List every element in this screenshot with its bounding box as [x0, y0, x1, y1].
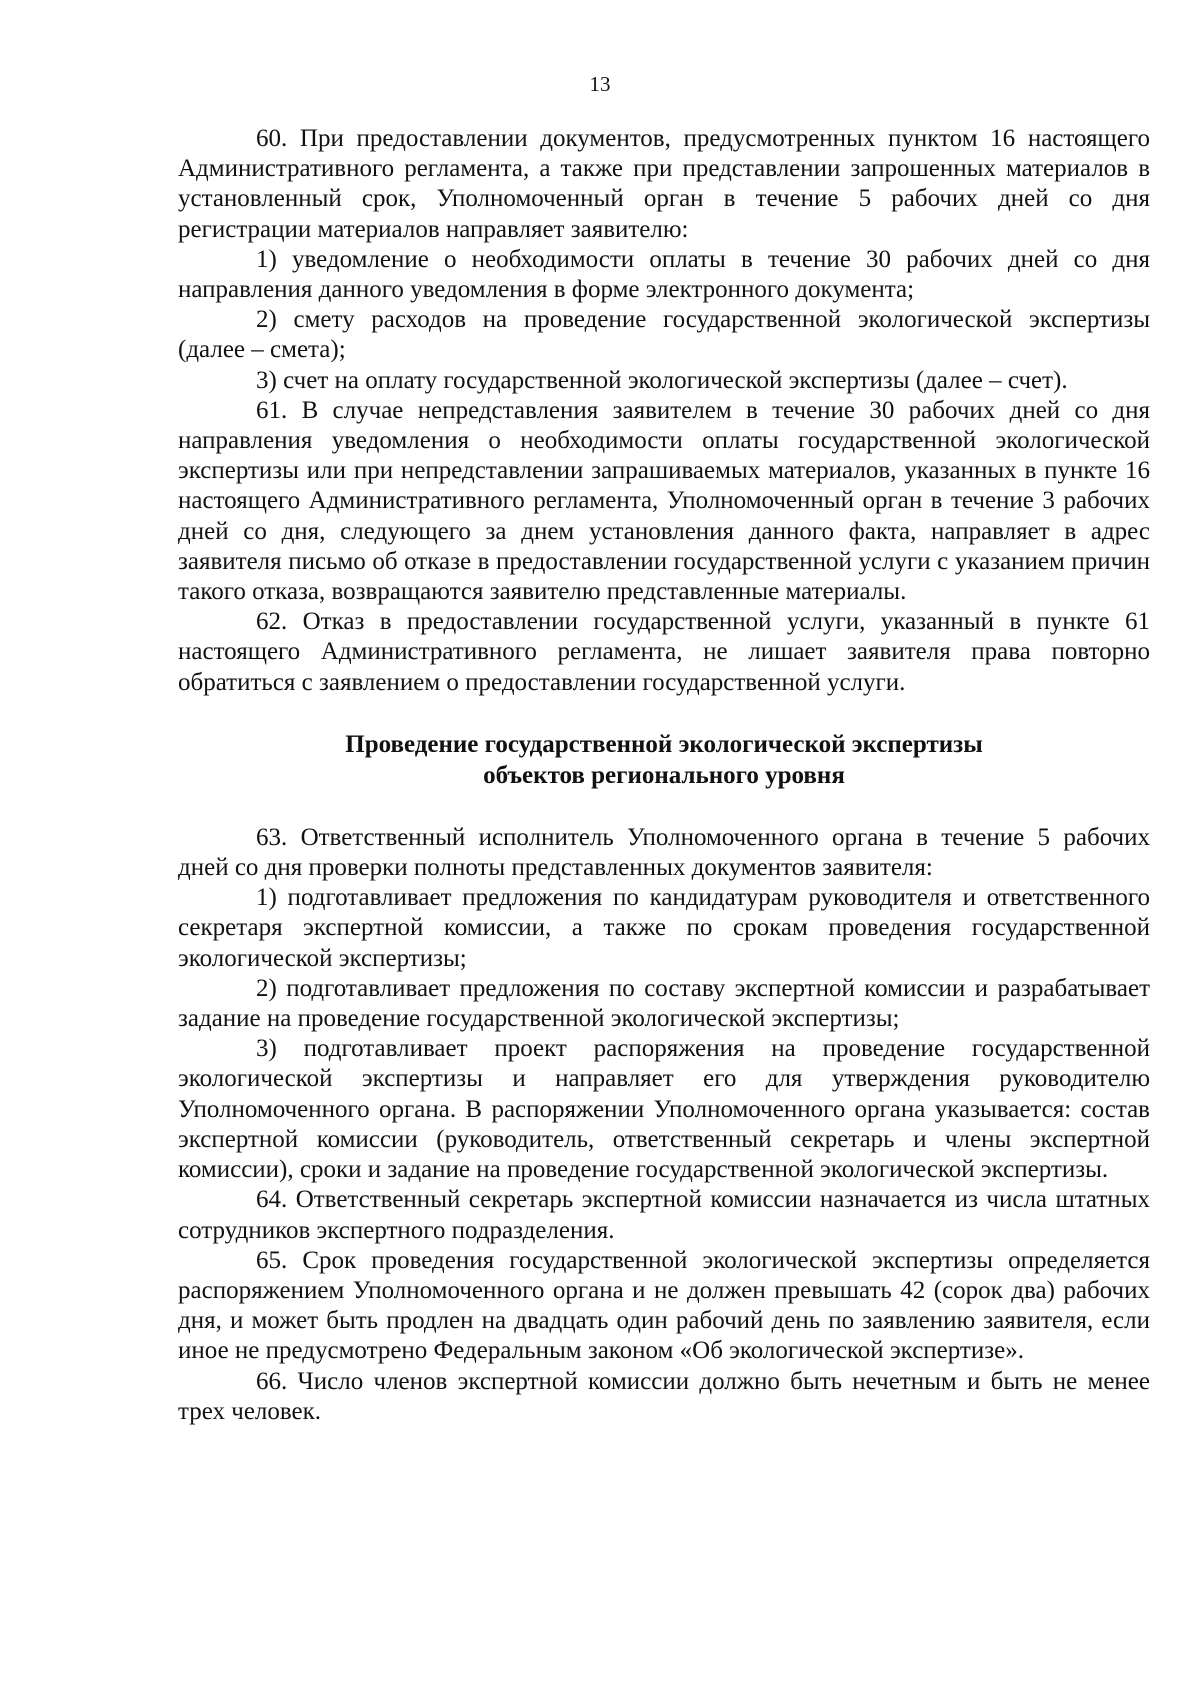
paragraph-63-item-1: 1) подготавливает предложения по кандидатурам руководителя и ответственного секретаря экспертной комиссии, а также по срокам проведения государственной экологической экспертизы; [178, 884, 1150, 972]
paragraph-60-item-3: 3) счет на оплату государственной экологической экспертизы (далее – счет). [256, 366, 1068, 394]
paragraph-61: 61. В случае непредставления заявителем в течение 30 рабочих дней со дня направления уведомления о необходимости оплаты государственной экологической экспертизы или при непредставлении запрашиваемых материалов, указанных в пункте 16 настоящего Административного регламента, Уполномоченный орган в течение 3 рабочих дней со дня, следующего за днем установления данного факта, направляет в адрес заявителя письмо об отказе в предоставлении государственной услуги с указанием причин такого отказа, возвращаются заявителю представленные материалы. [178, 396, 1150, 606]
section-heading [178, 729, 1150, 791]
paragraph-66: 66. Число членов экспертной комиссии должно быть нечетным и быть не менее трех человек. [178, 1367, 1150, 1425]
page-number: 13 [589, 72, 611, 96]
paragraph-60: 60. При предоставлении документов, предусмотренных пунктом 16 настоящего Административного регламента, а также при представлении запрошенных материалов в установленный срок, Уполномоченный орган в течение 5 рабочих дней со дня регистрации материалов направляет заявителю: [178, 125, 1150, 243]
section-heading-line-1: Проведение государственной экологической экспертизы [345, 730, 983, 758]
paragraph-63-item-3: 3) подготавливает проект распоряжения на проведение государственной экологической экспертизы и направляет его для утверждения руководителю Уполномоченного органа. В распоряжении Уполномоченного органа указывается: состав экспертной комиссии (руководитель, ответственный секретарь и члены экспертной комиссии), сроки и задание на проведение государственной экологической экспертизы. [178, 1035, 1150, 1184]
paragraph-63: 63. Ответственный исполнитель Уполномоченного органа в течение 5 рабочих дней со дня проверки полноты представленных документов заявителя: [178, 823, 1150, 882]
section-heading-line-2: объектов регионального уровня [483, 761, 845, 789]
paragraph-60-item-1: 1) уведомление о необходимости оплаты в течение 30 рабочих дней со дня направления данного уведомления в форме электронного документа; [178, 245, 1150, 304]
document-body [178, 124, 1150, 1427]
paragraph-60-item-2: 2) смету расходов на проведение государственной экологической экспертизы (далее – смета); [178, 306, 1150, 364]
paragraph-63-item-2: 2) подготавливает предложения по составу экспертной комиссии и разрабатывает задание на проведение государственной экологической экспертизы; [178, 974, 1150, 1033]
paragraph-65: 65. Срок проведения государственной экологической экспертизы определяется распоряжением Уполномоченного органа и не должен превышать 42 (сорок два) рабочих дня, и может быть продлен на двадцать один рабочий день по заявлению заявителя, если иное не предусмотрено Федеральным законом «Об экологической экспертизе». [178, 1246, 1150, 1365]
paragraph-64: 64. Ответственный секретарь экспертной комиссии назначается из числа штатных сотрудников экспертного подразделения. [178, 1186, 1150, 1244]
paragraph-62: 62. Отказ в предоставлении государственной услуги, указанный в пункте 61 настоящего Административного регламента, не лишает заявителя права повторно обратиться с заявлением о предоставлении государственной услуги. [178, 608, 1150, 696]
